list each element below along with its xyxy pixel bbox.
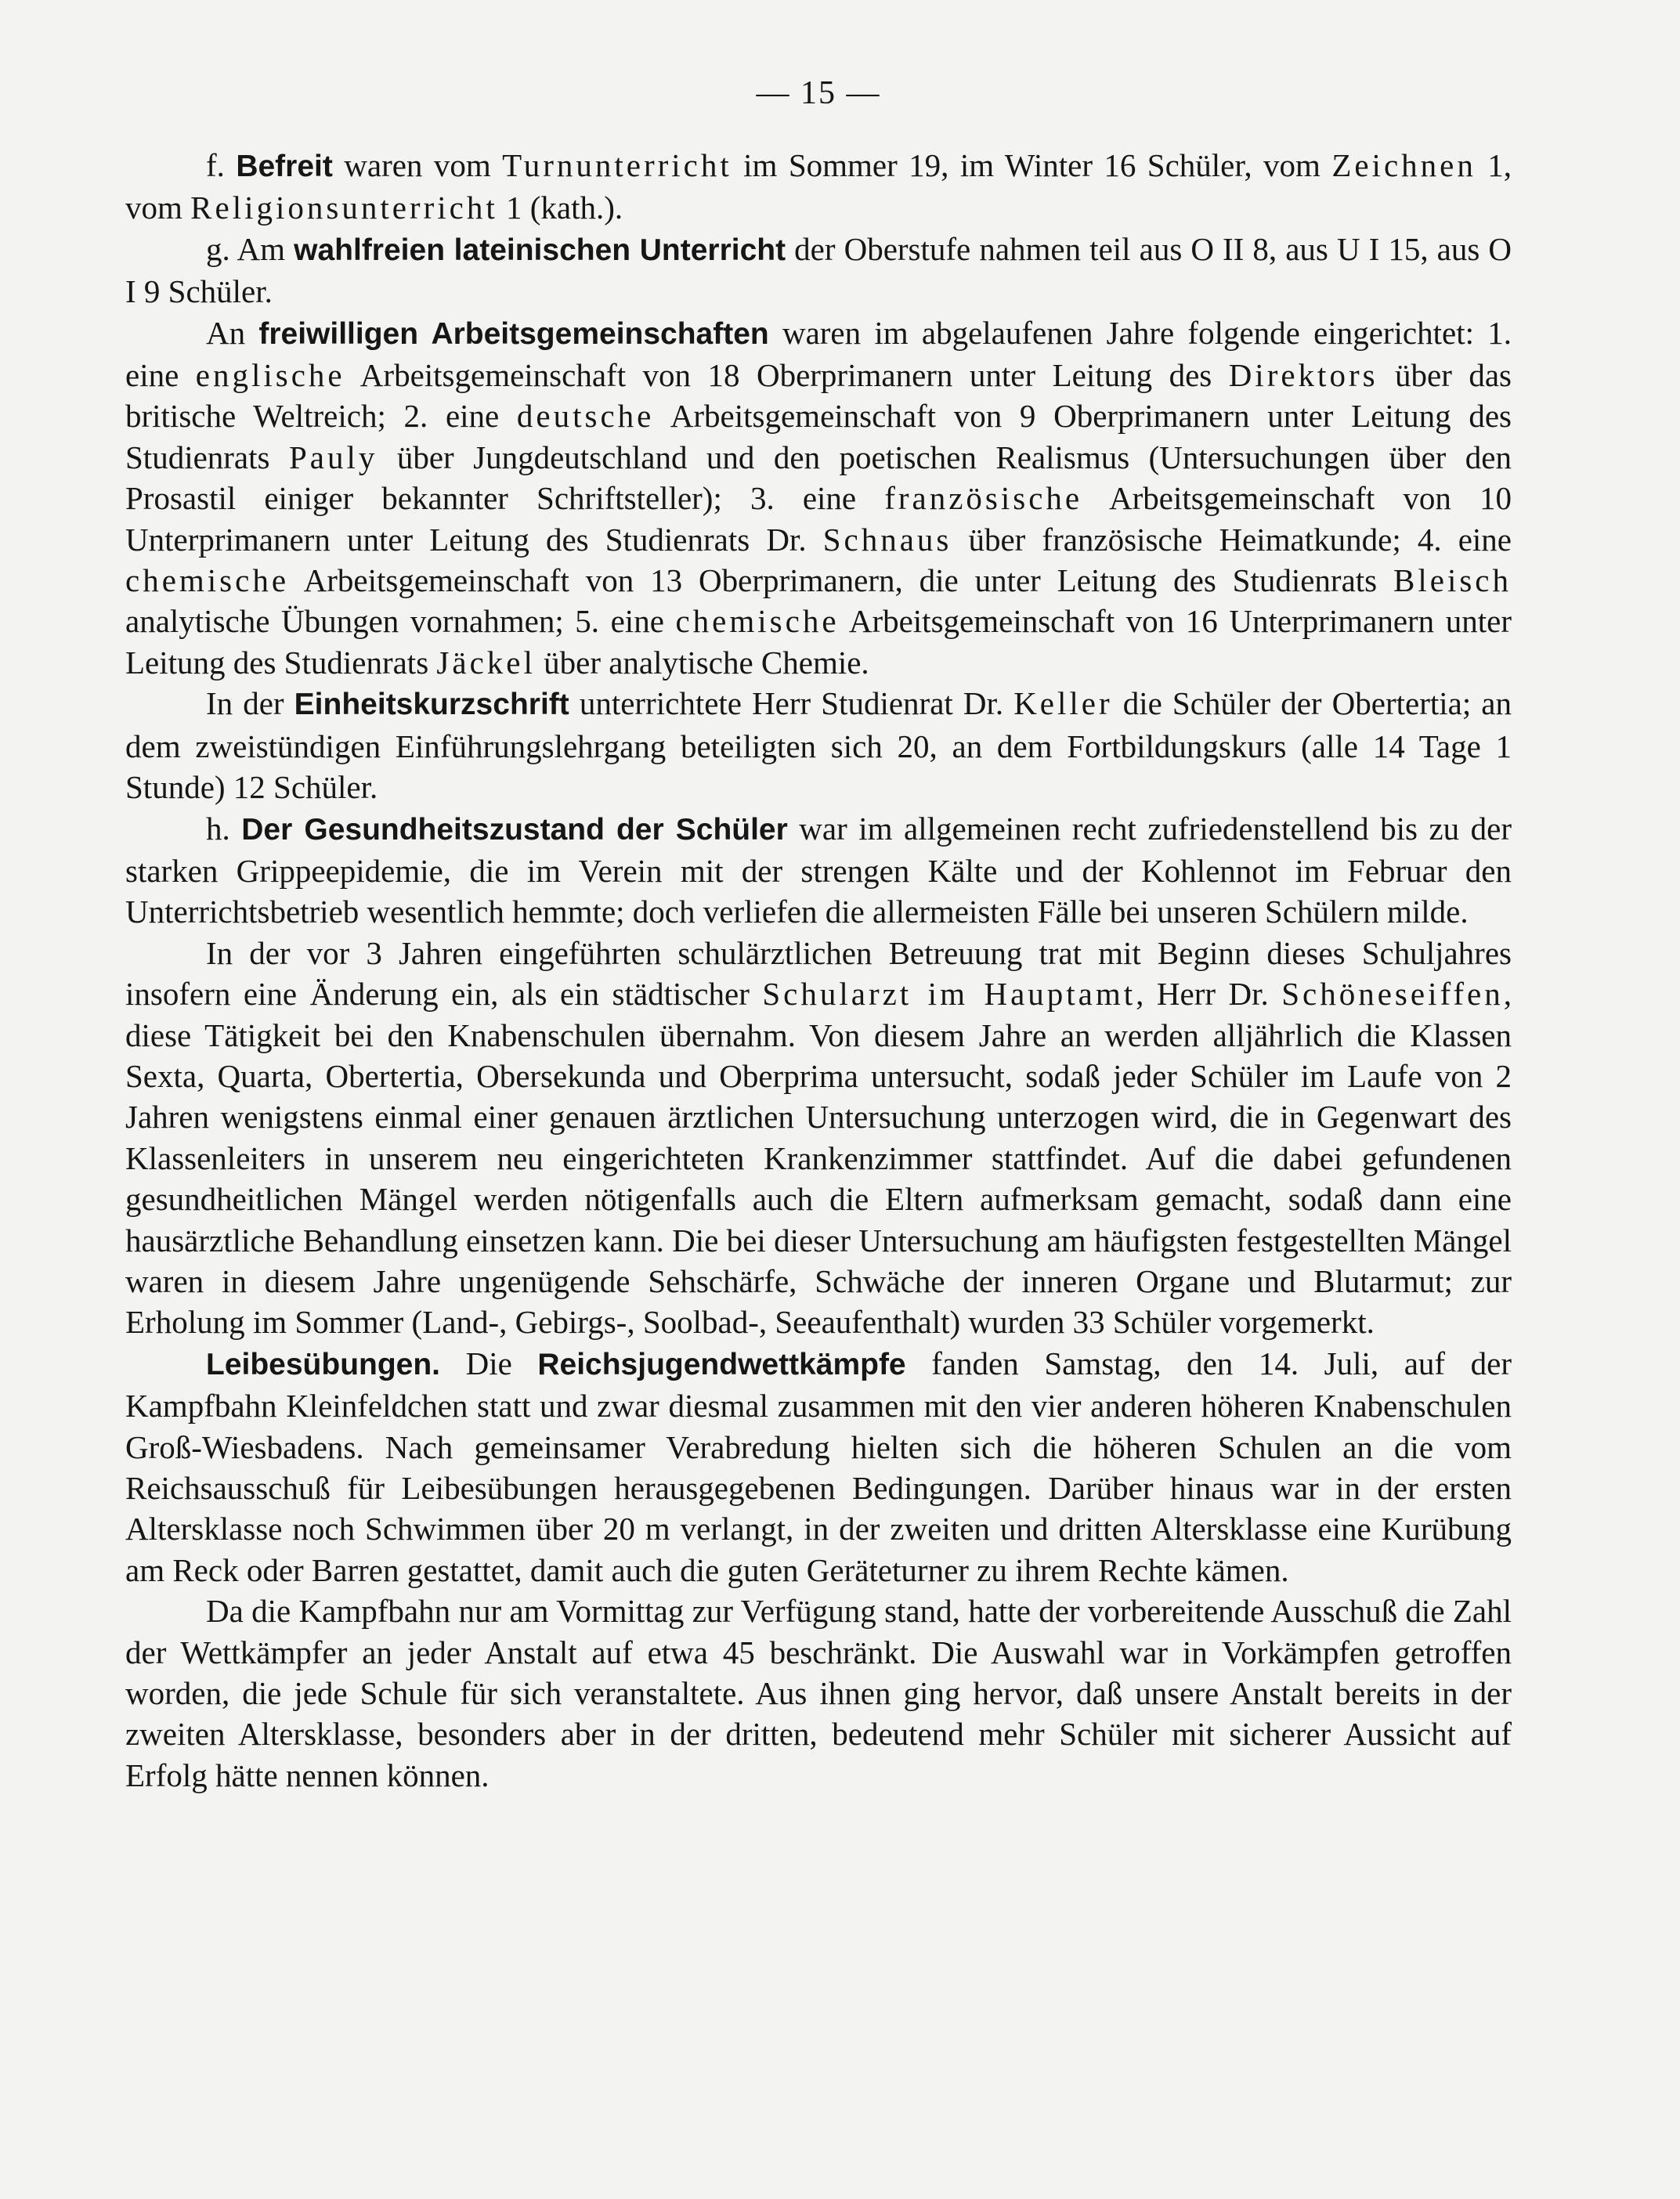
- spaced-emphasis-text: chemische: [125, 562, 290, 599]
- spaced-emphasis-text: Religionsunterricht: [190, 190, 498, 226]
- spaced-emphasis-text: Direktors: [1228, 357, 1378, 394]
- paragraph-schularzt: [125, 933, 1512, 1343]
- paragraph-text: , diese Tätigkeit bei den Knabenschulen übernahm. Von diesem Jahre an werden alljährlich die Klassen Sexta, Quarta, Obertertia, Obersekunda und Oberprima untersucht, sodaß jeder Schüler im Laufe von 2 Jahren wenigstens einmal einer genauen ärztlichen Untersuchung unterzogen wird, die in Gegenwart des Klassenleiters in unserem neu eingerichteten Krankenzimmer stattfindet. Auf die dabei gefundenen gesundheitlichen Mängel werden nötigenfalls auch die Eltern aufmerksam gemacht, sodaß dann eine hausärztliche Behandlung einsetzen kann. Die bei dieser Untersuchung am häufigsten festgestellten Mängel waren in diesem Jahre ungenügende Sehschärfe, Schwäche der inneren Organe und Blutarmut; zur Erholung im Sommer (Land-, Gebirgs-, Soolbad-, Seeaufenthalt) wurden 33 Schüler vorgemerkt.: [125, 976, 1512, 1341]
- paragraph-text: unterrichtete Herr Studienrat Dr.: [569, 685, 1014, 722]
- paragraph-text: Arbeitsgemeinschaft von 13 Oberprimanern, die unter Leitung des Studienrats: [289, 562, 1394, 599]
- body-text: [125, 145, 1512, 1796]
- spaced-emphasis-text: Bleisch: [1393, 562, 1512, 599]
- spaced-emphasis-text: Keller: [1013, 685, 1113, 722]
- bold-heading-text: Leibesübungen.: [206, 1347, 441, 1381]
- spaced-emphasis-text: Turnunterricht: [502, 147, 732, 183]
- spaced-emphasis-text: Zeichnen: [1331, 147, 1476, 183]
- paragraph-kurzschrift: [125, 683, 1512, 807]
- paragraph-text: im Sommer 19, im Winter 16 Schüler, vom: [732, 147, 1332, 183]
- paragraph-text: , Herr Dr.: [1136, 976, 1282, 1013]
- paragraph-text: g. Am: [206, 230, 294, 267]
- spaced-emphasis-text: Schularzt im Hauptamt: [762, 976, 1136, 1013]
- paragraph-text: die Schüler der Obertertia; an dem zweistündigen Einführungslehrgang beteiligten sich 20, an dem Fortbildungskurs (alle 14 Tage 1 Stunde) 12 Schüler.: [125, 685, 1512, 806]
- paragraph-text: Arbeitsgemeinschaft von 18 Oberprimanern unter Leitung des: [345, 357, 1229, 394]
- bold-heading-text: wahlfreien lateinischen Unterricht: [294, 233, 786, 267]
- spaced-emphasis-text: chemische: [675, 603, 840, 640]
- spaced-emphasis-text: französische: [884, 480, 1083, 517]
- bold-heading-text: freiwilligen Arbeitsgemeinschaften: [258, 316, 769, 351]
- paragraph-text: war im allgemeinen recht zufriedenstellend bis zu der starken Grippeepidemie, die im Verein mit der strengen Kälte und der Kohlennot im Februar den Unterrichtsbetrieb wesentlich hemmte; doch verliefen die allermeisten Fälle bei unseren Schülern milde.: [125, 810, 1512, 930]
- paragraph-text: waren im abgelaufenen Jahre folgende eingerichtet: 1. eine: [125, 314, 1512, 394]
- paragraph-text: der Oberstufe nahmen teil aus O II 8, aus U I 15, aus O I 9 Schüler.: [125, 230, 1512, 310]
- paragraph-text: h.: [206, 810, 242, 847]
- spaced-emphasis-text: Schöneseiffen: [1281, 976, 1504, 1013]
- paragraph-arbeitsgemeinschaften: [125, 312, 1512, 684]
- paragraph-text: Arbeitsgemeinschaft von 10 Unterprimanern unter Leitung des Studienrats Dr.: [125, 480, 1512, 558]
- paragraph-text: Die: [440, 1345, 538, 1381]
- spaced-emphasis-text: englische: [195, 357, 345, 394]
- paragraph-text: waren vom: [332, 147, 503, 183]
- bold-heading-text: Der Gesundheitszustand der Schüler: [241, 812, 788, 847]
- paragraph-text: über analytische Chemie.: [535, 644, 869, 681]
- paragraph-befreit: [125, 145, 1512, 229]
- document-page: [125, 74, 1512, 1796]
- bold-heading-text: Reichsjugendwettkämpfe: [537, 1347, 906, 1381]
- paragraph-text: über französische Heimatkunde; 4. eine: [952, 521, 1512, 558]
- paragraph-text: über das britische Weltreich; 2. eine: [125, 357, 1512, 435]
- paragraph-text: Da die Kampfbahn nur am Vormittag zur Verfügung stand, hatte der vorbereitende Ausschuß die Zahl der Wettkämpfer an jeder Anstalt auf etwa 45 beschränkt. Die Auswahl war in Vorkämpfen getroffen worden, die jede Schule für sich veranstaltete. Aus ihnen ging hervor, daß unsere Anstalt bereits in der zweiten Altersklasse, besonders aber in der dritten, bedeutend mehr Schüler mit sicherer Aussicht auf Erfolg hätte nennen können.: [125, 1593, 1512, 1793]
- paragraph-text: In der vor 3 Jahren eingeführten schulärztlichen Betreuung trat mit Beginn dieses Schuljahres insofern eine Änderung ein, als ein städtischer: [125, 934, 1512, 1013]
- paragraph-text: fanden Samstag, den 14. Juli, auf der Kampfbahn Kleinfeldchen statt und zwar diesmal zusammen mit den vier anderen höheren Knabenschulen Groß-Wiesbadens. Nach gemeinsamer Verabredung hielten sich die höheren Schulen an die vom Reichsausschuß für Leibesübungen herausgegebenen Bedingungen. Darüber hinaus war in der ersten Altersklasse noch Schwimmen über 20 m verlangt, in der zweiten und dritten Altersklasse eine Kurübung am Reck oder Barren gestattet, damit auch die guten Geräteturner zu ihrem Rechte kämen.: [125, 1345, 1512, 1588]
- bold-heading-text: Einheitskurzschrift: [294, 688, 569, 722]
- paragraph-text: über Jungdeutschland und den poetischen Realismus (Untersuchungen über den Prosastil einiger bekannter Schriftsteller); 3. eine: [125, 439, 1512, 517]
- paragraph-text: 1 (kath.).: [497, 190, 623, 226]
- paragraph-leibesuebungen: [125, 1343, 1512, 1591]
- paragraph-text: In der: [206, 685, 294, 722]
- paragraph-text: Arbeitsgemeinschaft von 16 Unterprimanern unter Leitung des Studienrats: [125, 603, 1512, 681]
- paragraph-text: An: [206, 314, 259, 351]
- bold-heading-text: Befreit: [236, 150, 333, 183]
- paragraph-text: analytische Übungen vornahmen; 5. eine: [125, 603, 676, 640]
- page-number: — 15 —: [756, 75, 881, 111]
- spaced-emphasis-text: Pauly: [288, 439, 378, 475]
- spaced-emphasis-text: deutsche: [516, 398, 655, 435]
- paragraph-text: f.: [206, 147, 237, 183]
- paragraph-latein: [125, 229, 1512, 312]
- paragraph-kampfbahn: [125, 1591, 1512, 1796]
- paragraph-text: Arbeitsgemeinschaft von 9 Oberprimanern unter Leitung des Studienrats: [125, 398, 1512, 475]
- paragraph-gesundheitszustand: [125, 808, 1512, 933]
- paragraph-text: 1, vom: [125, 147, 1512, 226]
- spaced-emphasis-text: Jäckel: [436, 644, 536, 681]
- spaced-emphasis-text: Schnaus: [822, 521, 952, 558]
